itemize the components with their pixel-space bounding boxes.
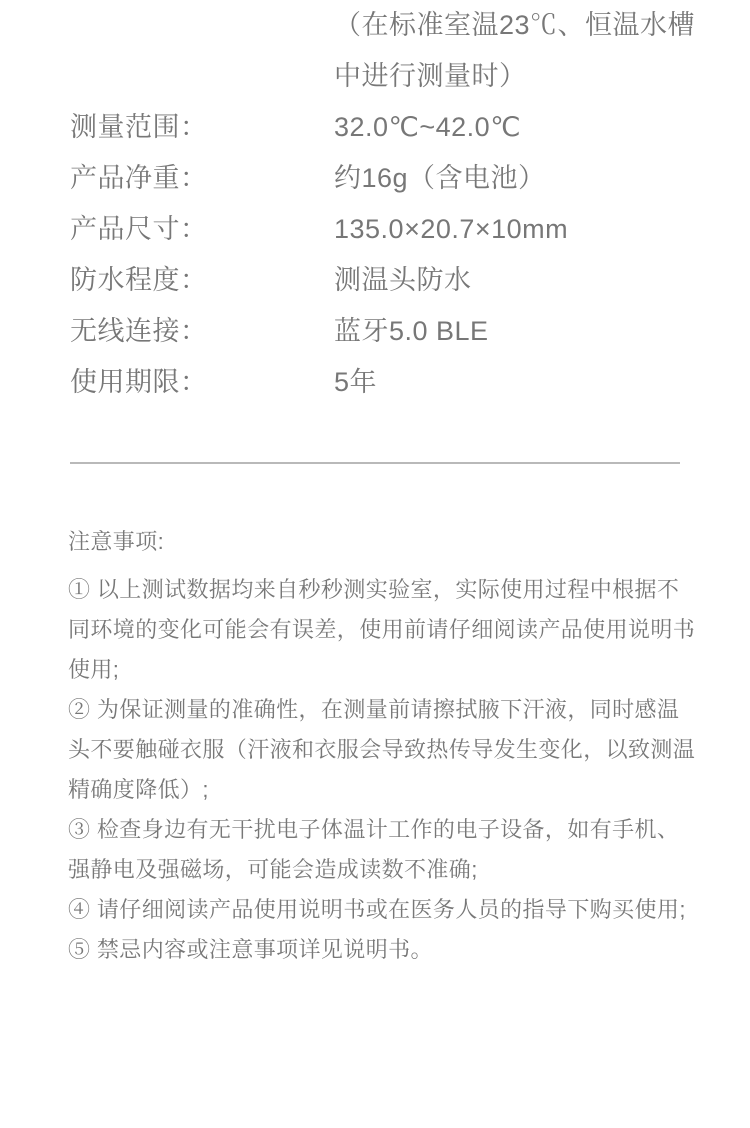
spec-label-waterproof: 防水程度：	[70, 265, 208, 295]
spec-label-measuring-range: 测量范围：	[70, 112, 208, 142]
spec-label-service-life: 使用期限：	[70, 367, 208, 397]
note-item-2: ② 为保证测量的准确性，在测量前请擦拭腋下汗液，同时感温头不要触碰衣服（汗液和衣服会导致热传导发生变化，以致测温精确度降低）;	[68, 697, 696, 802]
table-row	[52, 102, 698, 153]
spec-value-wireless: 蓝牙5.0 BLE	[334, 316, 489, 346]
table-row	[52, 255, 698, 306]
table-row	[52, 306, 698, 357]
spec-value-waterproof: 测温头防水	[334, 265, 472, 295]
note-item-5: ⑤ 禁忌内容或注意事项详见说明书。	[68, 937, 433, 962]
note-item-3: ③ 检查身边有无干扰电子体温计工作的电子设备，如有手机、强静电及强磁场，可能会造成读数不准确;	[68, 817, 680, 882]
note-item-1: ① 以上测试数据均来自秒秒测实验室，实际使用过程中根据不同环境的变化可能会有误差，使用前请仔细阅读产品使用说明书使用;	[68, 577, 696, 682]
table-row	[52, 357, 698, 408]
table-row	[52, 153, 698, 204]
spec-label-dimensions: 产品尺寸：	[70, 214, 208, 244]
table-row	[52, 204, 698, 255]
spec-label-net-weight: 产品净重：	[70, 163, 208, 193]
spec-value-dimensions: 135.0×20.7×10mm	[334, 214, 569, 244]
spec-intro-line-1: （在标准室温23℃、恒温水槽	[334, 10, 696, 40]
notes-section	[0, 522, 750, 970]
note-item-4: ④ 请仔细阅读产品使用说明书或在医务人员的指导下购买使用;	[68, 897, 686, 922]
spec-value-net-weight: 约16g（含电池）	[334, 163, 546, 193]
spec-value-service-life: 5年	[334, 367, 378, 397]
spec-intro-line-2: 中进行测量时）	[334, 61, 527, 91]
notes-title: 注意事项:	[68, 529, 165, 554]
specification-section	[0, 0, 750, 408]
section-divider	[70, 462, 680, 464]
spec-label-wireless: 无线连接：	[70, 316, 208, 346]
specification-table	[52, 102, 698, 408]
spec-intro-block	[52, 0, 698, 102]
spec-value-measuring-range: 32.0℃~42.0℃	[334, 112, 522, 142]
